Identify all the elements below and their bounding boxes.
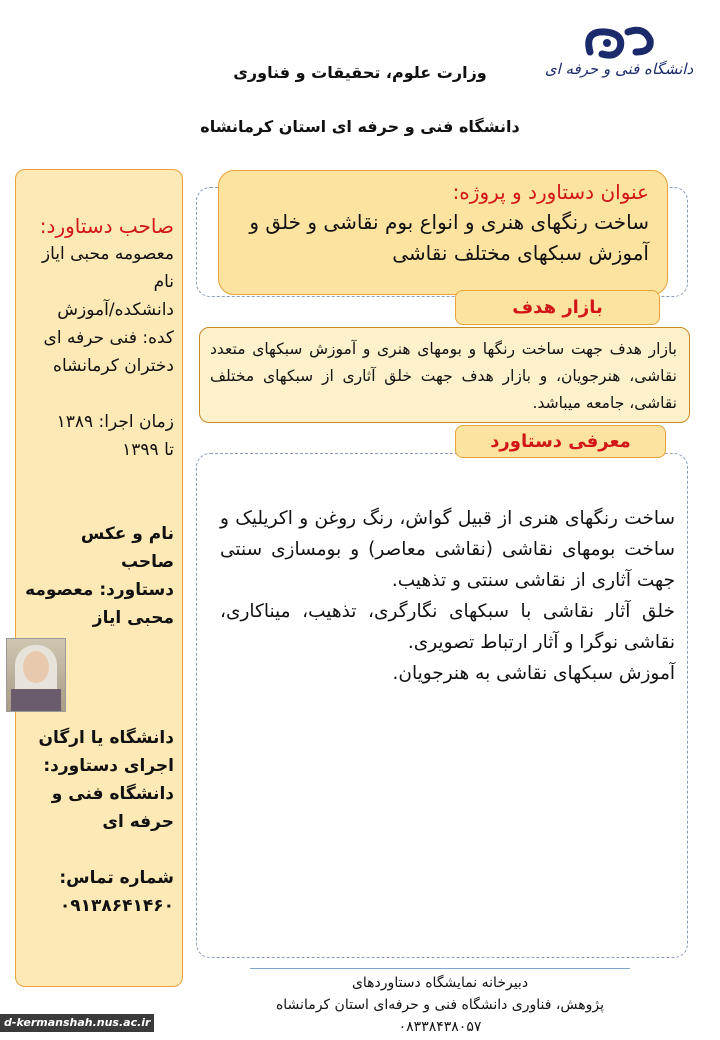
logo-text: دانشگاه فنی و حرفه ای	[544, 60, 694, 78]
faculty-line: کده: فنی حرفه ای	[43, 328, 174, 348]
period-line: زمان اجرا: ۱۳۸۹	[56, 412, 174, 432]
faculty-line: دانشکده/آموزش	[57, 300, 174, 320]
site-link[interactable]: d-kermanshah.nus.ac.ir	[0, 1014, 154, 1032]
owner-sidebar	[15, 169, 183, 987]
market-box: بازار هدف جهت ساخت رنگها و بومهای هنری و آموزش سبکهای متعدد نقاشی، هنرجویان، و بازار هدف جهت خلق آثاری از سبکهای مختلف نقاشی، جامعه میباشد.	[199, 327, 690, 423]
footer-line-2: پژوهش، فناوری دانشگاه فنی و حرفه‌ای استان کرمانشاه	[275, 997, 605, 1013]
intro-paragraph: آموزش سبکهای نقاشی به هنرجویان.	[392, 663, 675, 684]
owner-photo	[6, 638, 66, 712]
intro-paragraph: خلق آثار نقاشی با سبکهای نگارگری، تذهیب، میناکاری، نقاشی نوگرا و آثار ارتباط تصویری.	[220, 601, 675, 653]
photo-label-line: محبی ایاز	[92, 608, 174, 628]
intro-text	[220, 503, 675, 689]
faculty-line: نام	[153, 272, 174, 292]
org-line: حرفه ای	[102, 812, 174, 832]
intro-tab: معرفی دستاورد	[455, 425, 666, 458]
market-tab: بازار هدف	[455, 290, 660, 325]
photo-label-line: نام و عکس صاحب	[80, 524, 174, 572]
university-heading: دانشگاه فنی و حرفه ای استان کرمانشاه	[200, 117, 520, 136]
contact-label: شماره تماس:	[59, 868, 174, 888]
owner-label: صاحب دستاورد:	[39, 214, 174, 238]
ministry-heading: وزارت علوم، تحقیقات و فناوری	[233, 63, 487, 82]
org-line: دانشگاه یا ارگان	[38, 728, 174, 748]
footer-phone: ۰۸۳۳۸۴۳۸۰۵۷	[398, 1019, 482, 1035]
period-line: تا ۱۳۹۹	[122, 440, 174, 460]
faculty-line: دختران کرمانشاه	[53, 356, 174, 376]
org-line: اجرای دستاورد:	[43, 756, 174, 776]
logo-emblem-icon	[540, 22, 700, 62]
footer	[250, 972, 630, 1038]
intro-paragraph: ساخت رنگهای هنری از قبیل گواش، رنگ روغن و اکریلیک و ساخت بومهای نقاشی (نقاشی معاصر) و بومسازی سنتی جهت آثاری از نقاشی سنتی و تذهیب.	[220, 508, 675, 591]
footer-divider	[250, 968, 630, 969]
owner-name: معصومه محبی ایاز	[41, 244, 174, 264]
contact-number: ۰۹۱۳۸۶۴۱۴۶۰	[59, 896, 174, 916]
org-line: دانشگاه فنی و	[51, 784, 174, 804]
title-text: ساخت رنگهای هنری و انواع بوم نقاشی و خلق و آموزش سبکهای مختلف نقاشی	[249, 210, 649, 265]
footer-line-1: دبیرخانه نمایشگاه دستاوردهای	[351, 975, 529, 991]
title-box	[218, 170, 668, 295]
photo-label-line: دستاورد: معصومه	[25, 580, 174, 600]
title-label: عنوان دستاورد و پروژه:	[452, 180, 649, 204]
